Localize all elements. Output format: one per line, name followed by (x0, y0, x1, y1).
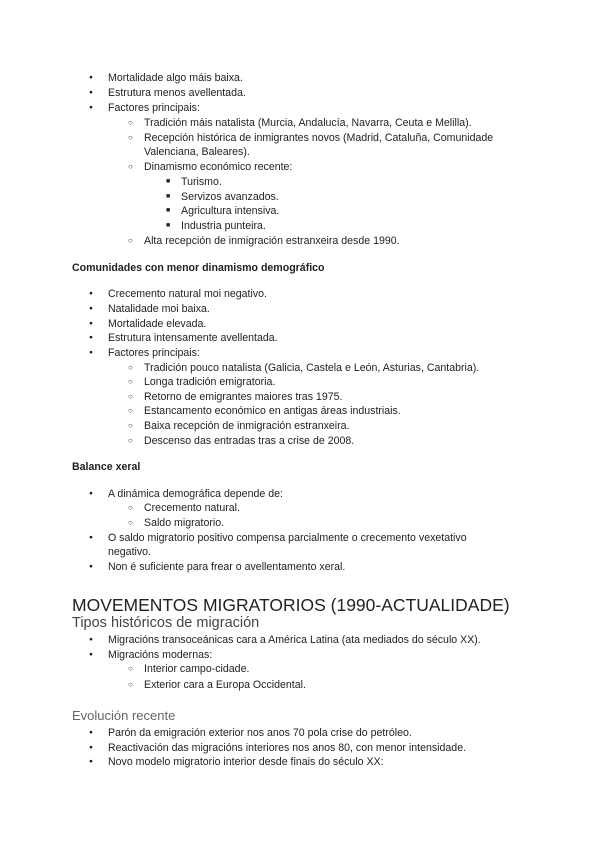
list-item: ● Factores principais: (108, 101, 200, 115)
sub-list-item: ○ Baixa recepción de inmigración estranxeira. (144, 419, 350, 433)
sub-list-item: ○ Descenso das entradas tras a crise de 2008. (144, 434, 354, 448)
list-item: ● A dinámica demográfica depende de: (108, 487, 283, 501)
list-item: ● Novo modelo migratorio interior desde finais do século XX: (108, 755, 384, 769)
section-subtitle: Balance xeral (72, 461, 141, 473)
list-item: ● Parón da emigración exterior nos anos 70 pola crise do petróleo. (108, 726, 412, 740)
list-item: ● Mortalidade algo máis baixa. (108, 71, 243, 85)
sub-list-item: ○ Crecemento natural. (144, 501, 240, 515)
sub-list-item: ○ Longa tradición emigratoria. (144, 375, 275, 389)
list-item: ● Estrutura intensamente avellentada. (108, 331, 278, 345)
section-heading: MOVEMENTOS MIGRATORIOS (1990-ACTUALIDADE) (72, 595, 510, 615)
nested-list-item: ■ Industria punteira. (181, 219, 266, 233)
list-item: ● Migracións modernas: (108, 648, 212, 662)
sub-list-item: ○ Tradición máis natalista (Murcia, Andalucía, Navarra, Ceuta e Melilla). (144, 116, 472, 130)
list-item: ● Factores principais: (108, 346, 200, 360)
list-item: ● O saldo migratorio positivo compensa parcialmente o crecemento vexetativo (108, 531, 467, 545)
subsection-heading: Tipos históricos de migración (72, 615, 260, 631)
sub-list-item: ○ Retorno de emigrantes maiores tras 1975. (144, 390, 342, 404)
list-item: ● Mortalidade elevada. (108, 317, 206, 331)
sub-list-item-continuation: Valenciana, Baleares). (144, 146, 250, 158)
nested-list-item: ■ Servizos avanzados. (181, 190, 279, 204)
sub-list-item: ○ Exterior cara a Europa Occidental. (144, 678, 306, 692)
sub-list-item: ○ Tradición pouco natalista (Galicia, Castela e León, Asturias, Cantabria). (144, 361, 479, 375)
list-item: ● Non é suficiente para frear o avellentamento xeral. (108, 560, 345, 574)
list-item: ● Reactivación das migracións interiores nos anos 80, con menor intensidade. (108, 741, 466, 755)
sub-list-item: ○ Saldo migratorio. (144, 516, 224, 530)
list-item: ● Estrutura menos avellentada. (108, 86, 246, 100)
sub-list-item: ○ Interior campo-cidade. (144, 662, 249, 676)
sub-list-item: ○ Alta recepción de inmigración estranxeira desde 1990. (144, 234, 400, 248)
nested-list-item: ■ Agricultura intensiva. (181, 204, 279, 218)
subsection-heading: Evolución recente (72, 708, 176, 723)
sub-list-item: ○ Estancamento económico en antigas áreas industriais. (144, 404, 401, 418)
list-item: ● Migracións transoceánicas cara a América Latina (ata mediados do século XX). (108, 633, 481, 647)
sub-list-item: ○ Dinamismo económico recente: (144, 160, 292, 174)
list-item: ● Natalidade moi baixa. (108, 302, 210, 316)
nested-list-item: ■ Turismo. (181, 175, 222, 189)
list-item-continuation: negativo. (108, 546, 151, 558)
section-subtitle: Comunidades con menor dinamismo demográfico (72, 262, 325, 274)
list-item: ● Crecemento natural moi negativo. (108, 287, 267, 301)
sub-list-item: ○ Recepción histórica de inmigrantes novos (Madrid, Cataluña, Comunidade (144, 131, 493, 145)
